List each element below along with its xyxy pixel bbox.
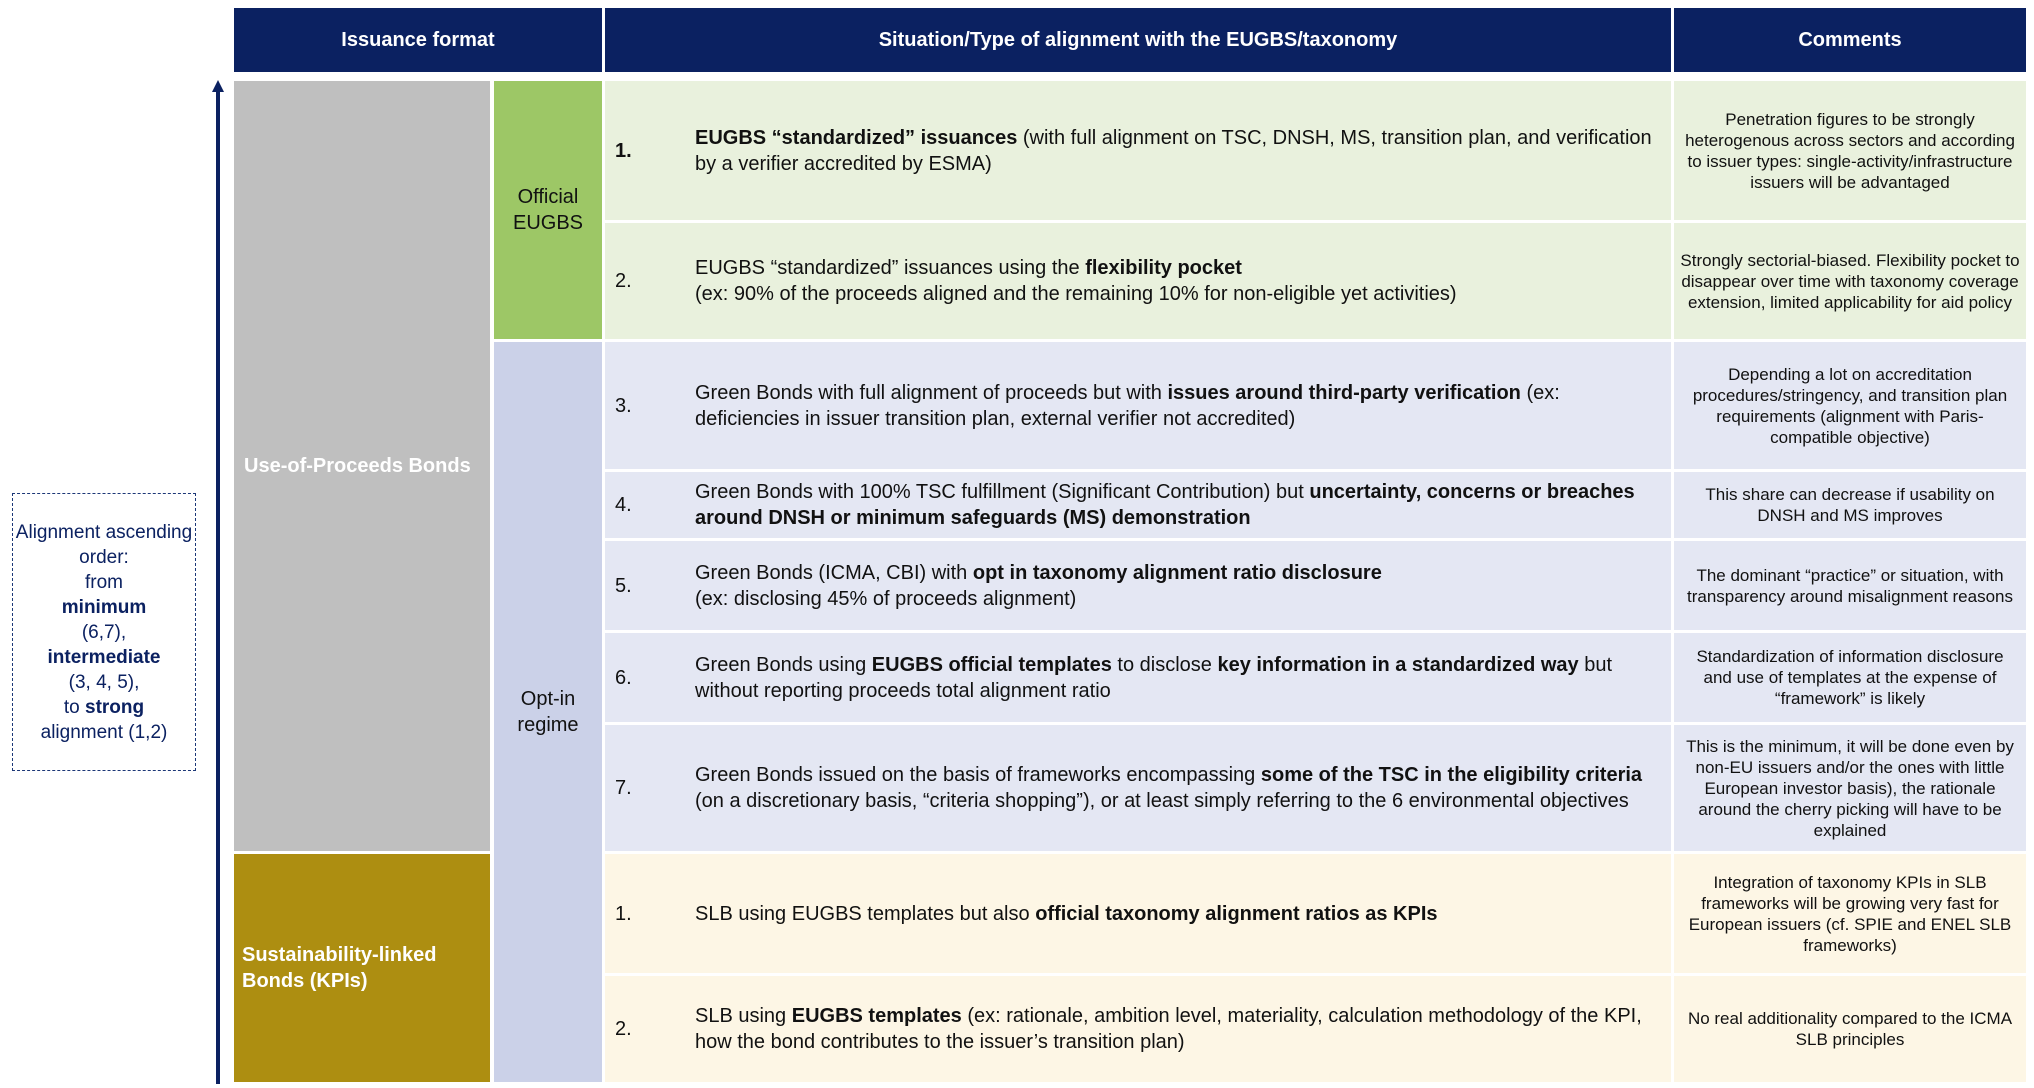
regime-opt-in — [494, 342, 602, 1082]
regime-opt-in-label: Opt-in regime — [517, 688, 579, 736]
situation-row-4 — [605, 472, 1671, 538]
regime-official-label: Official EUGBS — [512, 186, 584, 234]
header-comments: Comments — [1674, 8, 2026, 72]
row-text: Green Bonds with full alignment of proceeds but with issues around third-party verification (ex: deficiencies in issuer transition plan, external verifier not accredited) — [695, 381, 1560, 430]
comment-row-slb-1: Integration of taxonomy KPIs in SLB frameworks will be growing very fast for European issuers (cf. SPIE and ENEL SLB frameworks) — [1674, 854, 2026, 973]
row-number: 3. — [615, 394, 632, 417]
row-text: SLB using EUGBS templates but also official taxonomy alignment ratios as KPIs — [695, 902, 1438, 925]
row-number: 2. — [615, 1018, 632, 1040]
situation-row-slb-2 — [605, 976, 1671, 1082]
comment-row-4: This share can decrease if usability on DNSH and MS improves — [1674, 472, 2026, 538]
row-text: SLB using EUGBS templates (ex: rationale, ambition level, materiality, calculation methodology of the KPI, how the bond contributes to the issuer’s transition plan) — [695, 1005, 1642, 1053]
row-text: EUGBS “standardized” issuances (with full alignment on TSC, DNSH, MS, transition plan, and verification by a verifier accredited by ESMA) — [695, 126, 1652, 175]
row-number: 2. — [615, 270, 632, 292]
row-number: 5. — [615, 574, 632, 597]
comment-row-slb-2: No real additionality compared to the ICMA SLB principles — [1674, 976, 2026, 1082]
header-situation: Situation/Type of alignment with the EUGBS/taxonomy — [605, 8, 1671, 72]
row-text: EUGBS “standardized” issuances using the flexibility pocket (ex: 90% of the proceeds aligned and the remaining 10% for non-eligible yet activities) — [695, 257, 1457, 305]
side-to: to — [63, 696, 80, 718]
comment-row-3: Depending a lot on accreditation procedures/stringency, and transition plan requirements (alignment with Paris-compatible objective) — [1674, 342, 2026, 469]
row-number: 7. — [615, 777, 632, 799]
row-number: 1. — [615, 902, 632, 925]
comment-row-6: Standardization of information disclosure and use of templates at the expense of “framework” is likely — [1674, 633, 2026, 722]
side-intermediate: intermediate — [47, 646, 161, 668]
situation-row-7 — [605, 725, 1671, 851]
situation-row-5 — [605, 541, 1671, 630]
side-intermediate-refs: (3, 4, 5), — [68, 671, 140, 693]
row-text: Green Bonds with 100% TSC fulfillment (Significant Contribution) but uncertainty, concerns or breaches around DNSH or minimum safeguards (MS) demonstration — [695, 481, 1635, 529]
situation-row-slb-1 — [605, 854, 1671, 973]
ascending-arrow-icon — [208, 80, 228, 1084]
comment-row-1: Penetration figures to be strongly heterogenous across sectors and according to issuer types: single-activity/infrastructure issuers will be advantaged — [1674, 81, 2026, 220]
comment-row-5: The dominant “practice” or situation, with transparency around misalignment reasons — [1674, 541, 2026, 630]
comment-row-2: Strongly sectorial-biased. Flexibility pocket to disappear over time with taxonomy coverage extension, limited applicability for aid policy — [1674, 223, 2026, 339]
side-line1: Alignment ascending order: — [15, 521, 193, 568]
row-text: Green Bonds issued on the basis of frameworks encompassing some of the TSC in the eligibility criteria (on a discretionary basis, “criteria shopping”), or at least simply referring to the 6 environmental objectives — [695, 764, 1643, 812]
row-number: 1. — [615, 139, 632, 162]
situation-row-1 — [605, 81, 1671, 220]
comment-row-7: This is the minimum, it will be done even by non-EU issuers and/or the ones with little European investor basis), the rationale around the cherry picking will have to be explained — [1674, 725, 2026, 851]
side-minimum-refs: (6,7), — [81, 621, 127, 643]
situation-row-6 — [605, 633, 1671, 722]
situation-row-3 — [605, 342, 1671, 469]
format-use-of-proceeds: Use-of-Proceeds Bonds — [234, 81, 490, 851]
alignment-order-note — [12, 493, 196, 771]
side-strong: strong — [85, 696, 145, 718]
row-text: Green Bonds using EUGBS official templates to disclose key information in a standardized way but without reporting proceeds total alignment ratio — [695, 653, 1613, 702]
row-number: 4. — [615, 494, 632, 516]
format-sustainability-linked — [234, 854, 490, 1082]
format-slb-label: Sustainability-linked Bonds (KPIs) — [242, 944, 437, 992]
side-minimum: minimum — [61, 596, 147, 618]
header-issuance-format: Issuance format — [234, 8, 602, 72]
situation-row-2 — [605, 223, 1671, 339]
side-strong-refs: alignment (1,2) — [40, 721, 168, 743]
row-number: 6. — [615, 666, 632, 689]
side-line2: from — [85, 571, 123, 593]
regime-official-eugbs — [494, 81, 602, 339]
row-text: Green Bonds (ICMA, CBI) with opt in taxonomy alignment ratio disclosure (ex: disclosing 45% of proceeds alignment) — [695, 561, 1382, 610]
